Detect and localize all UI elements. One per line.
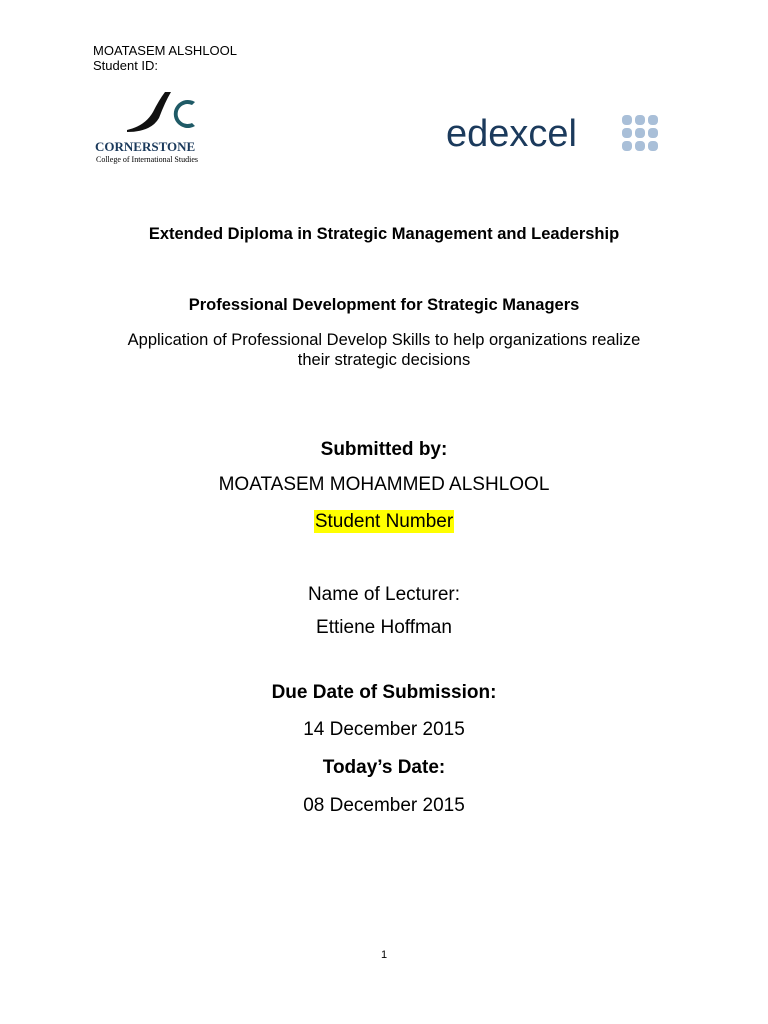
programme-title: Extended Diploma in Strategic Management and Leadership bbox=[148, 225, 620, 243]
todays-date-label: Today’s Date: bbox=[322, 757, 446, 778]
cornerstone-logo-mark bbox=[93, 88, 223, 168]
edexcel-dots-icon bbox=[622, 115, 658, 151]
page-number: 1 bbox=[380, 949, 388, 961]
student-name: MOATASEM MOHAMMED ALSHLOOL bbox=[218, 474, 550, 495]
cornerstone-logo-tagline: College of International Studies bbox=[96, 155, 198, 164]
submitted-by-label: Submitted by: bbox=[320, 439, 448, 460]
student-number-field bbox=[0, 511, 768, 533]
edexcel-logo bbox=[446, 112, 666, 156]
subtitle-line-2: their strategic decisions bbox=[297, 351, 471, 369]
due-date-value: 14 December 2015 bbox=[303, 719, 465, 740]
edexcel-logo-mark bbox=[446, 112, 666, 156]
header-author: MOATASEM ALSHLOOL bbox=[93, 43, 238, 58]
unit-title: Professional Development for Strategic Managers bbox=[188, 296, 580, 314]
edexcel-logo-name: edexcel bbox=[446, 113, 577, 155]
due-date-label: Due Date of Submission: bbox=[271, 682, 497, 703]
student-number-highlight: Student Number bbox=[314, 511, 454, 532]
cornerstone-logo bbox=[93, 88, 223, 168]
lecturer-name: Ettiene Hoffman bbox=[316, 617, 452, 638]
cornerstone-logo-name: CORNERSTONE bbox=[95, 139, 196, 154]
assignment-subtitle bbox=[0, 330, 768, 370]
todays-date-value: 08 December 2015 bbox=[303, 795, 465, 816]
header-student-id: Student ID: bbox=[93, 58, 159, 73]
subtitle-line-1: Application of Professional Develop Skills to help organizations realize bbox=[127, 331, 641, 349]
lecturer-label: Name of Lecturer: bbox=[307, 584, 461, 605]
